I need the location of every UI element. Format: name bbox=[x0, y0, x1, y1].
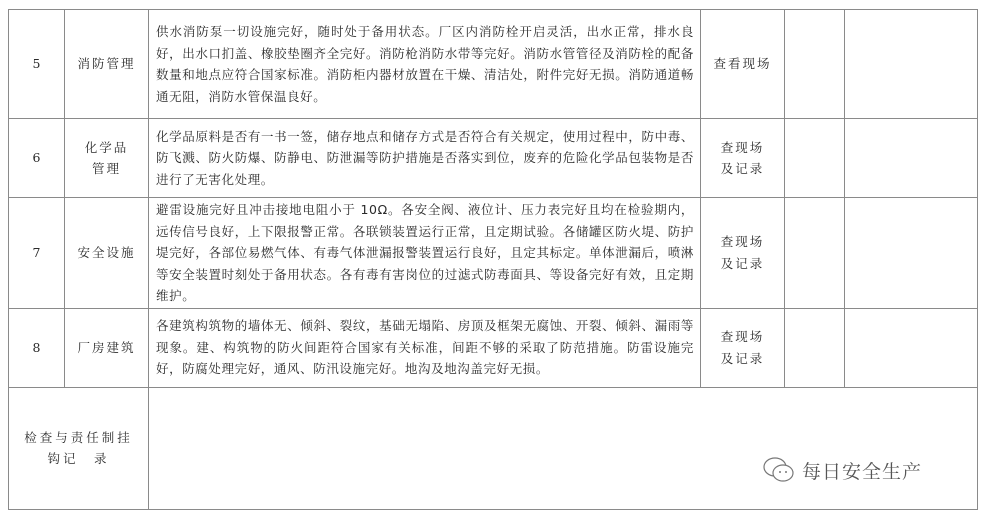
inspection-table bbox=[8, 9, 978, 510]
inspection-content: 各建筑构筑物的墙体无、倾斜、裂纹，基础无塌陷、房顶及框架无腐蚀、开裂、倾斜、漏雨等现象。建、构筑物的防火间距符合国家有关标准，间距不够的采取了防范措施。防雷设施完好，防腐处理完好，通风、防汛设施完好。地沟及地沟盖完好无损。 bbox=[149, 308, 701, 387]
row-number: 7 bbox=[9, 198, 65, 309]
watermark-text: 每日安全生产 bbox=[802, 460, 923, 483]
table-row bbox=[9, 198, 978, 309]
inspection-method: 查现场及记录 bbox=[701, 198, 785, 309]
record-label: 检查与责任制挂钩记 录 bbox=[9, 387, 149, 509]
row-number: 8 bbox=[9, 308, 65, 387]
remark-cell bbox=[845, 119, 978, 198]
result-cell bbox=[785, 119, 845, 198]
inspection-item: 化学品管理 bbox=[65, 119, 149, 198]
table-row bbox=[9, 10, 978, 119]
result-cell bbox=[785, 10, 845, 119]
watermark bbox=[762, 456, 922, 484]
inspection-item: 安全设施 bbox=[65, 198, 149, 309]
table-row bbox=[9, 119, 978, 198]
remark-cell bbox=[845, 198, 978, 309]
inspection-item: 厂房建筑 bbox=[65, 308, 149, 387]
result-cell bbox=[785, 198, 845, 309]
inspection-content: 化学品原料是否有一书一签，储存地点和储存方式是否符合有关规定，使用过程中，防中毒、防飞溅、防火防爆、防静电、防泄漏等防护措施是否落实到位，废弃的危险化学品包装物是否进行了无害化处理。 bbox=[149, 119, 701, 198]
row-number: 6 bbox=[9, 119, 65, 198]
record-value bbox=[149, 387, 978, 509]
result-cell bbox=[785, 308, 845, 387]
inspection-method: 查现场及记录 bbox=[701, 308, 785, 387]
row-number: 5 bbox=[9, 10, 65, 119]
inspection-method: 查现场及记录 bbox=[701, 119, 785, 198]
remark-cell bbox=[845, 10, 978, 119]
inspection-item: 消防管理 bbox=[65, 10, 149, 119]
table-row bbox=[9, 308, 978, 387]
inspection-method: 查看现场 bbox=[701, 10, 785, 119]
inspection-content: 避雷设施完好且冲击接地电阻小于 10Ω。各安全阀、液位计、压力表完好且均在检验期内，远传信号良好，上下限报警正常。各联锁装置运行正常，且定期试验。各储罐区防火堤、防护堤完好，各部位易燃气体、有毒气体泄漏报警装置运行良好，且定其标定。单体泄漏后，喷淋等安全装置时刻处于备用状态。各有毒有害岗位的过滤式防毒面具、等设备完好有效，且定期维护。 bbox=[149, 198, 701, 309]
table-row-record bbox=[9, 387, 978, 509]
wechat-icon bbox=[762, 456, 796, 484]
inspection-content: 供水消防泵一切设施完好，随时处于备用状态。厂区内消防栓开启灵活，出水正常，排水良好，出水口扪盖、橡胶垫圈齐全完好。消防枪消防水带等完好。消防水管管径及消防栓的配备数量和地点应符合国家标准。消防柜内器材放置在干燥、清洁处，附件完好无损。消防通道畅通无阻，消防水管保温良好。 bbox=[149, 10, 701, 119]
remark-cell bbox=[845, 308, 978, 387]
